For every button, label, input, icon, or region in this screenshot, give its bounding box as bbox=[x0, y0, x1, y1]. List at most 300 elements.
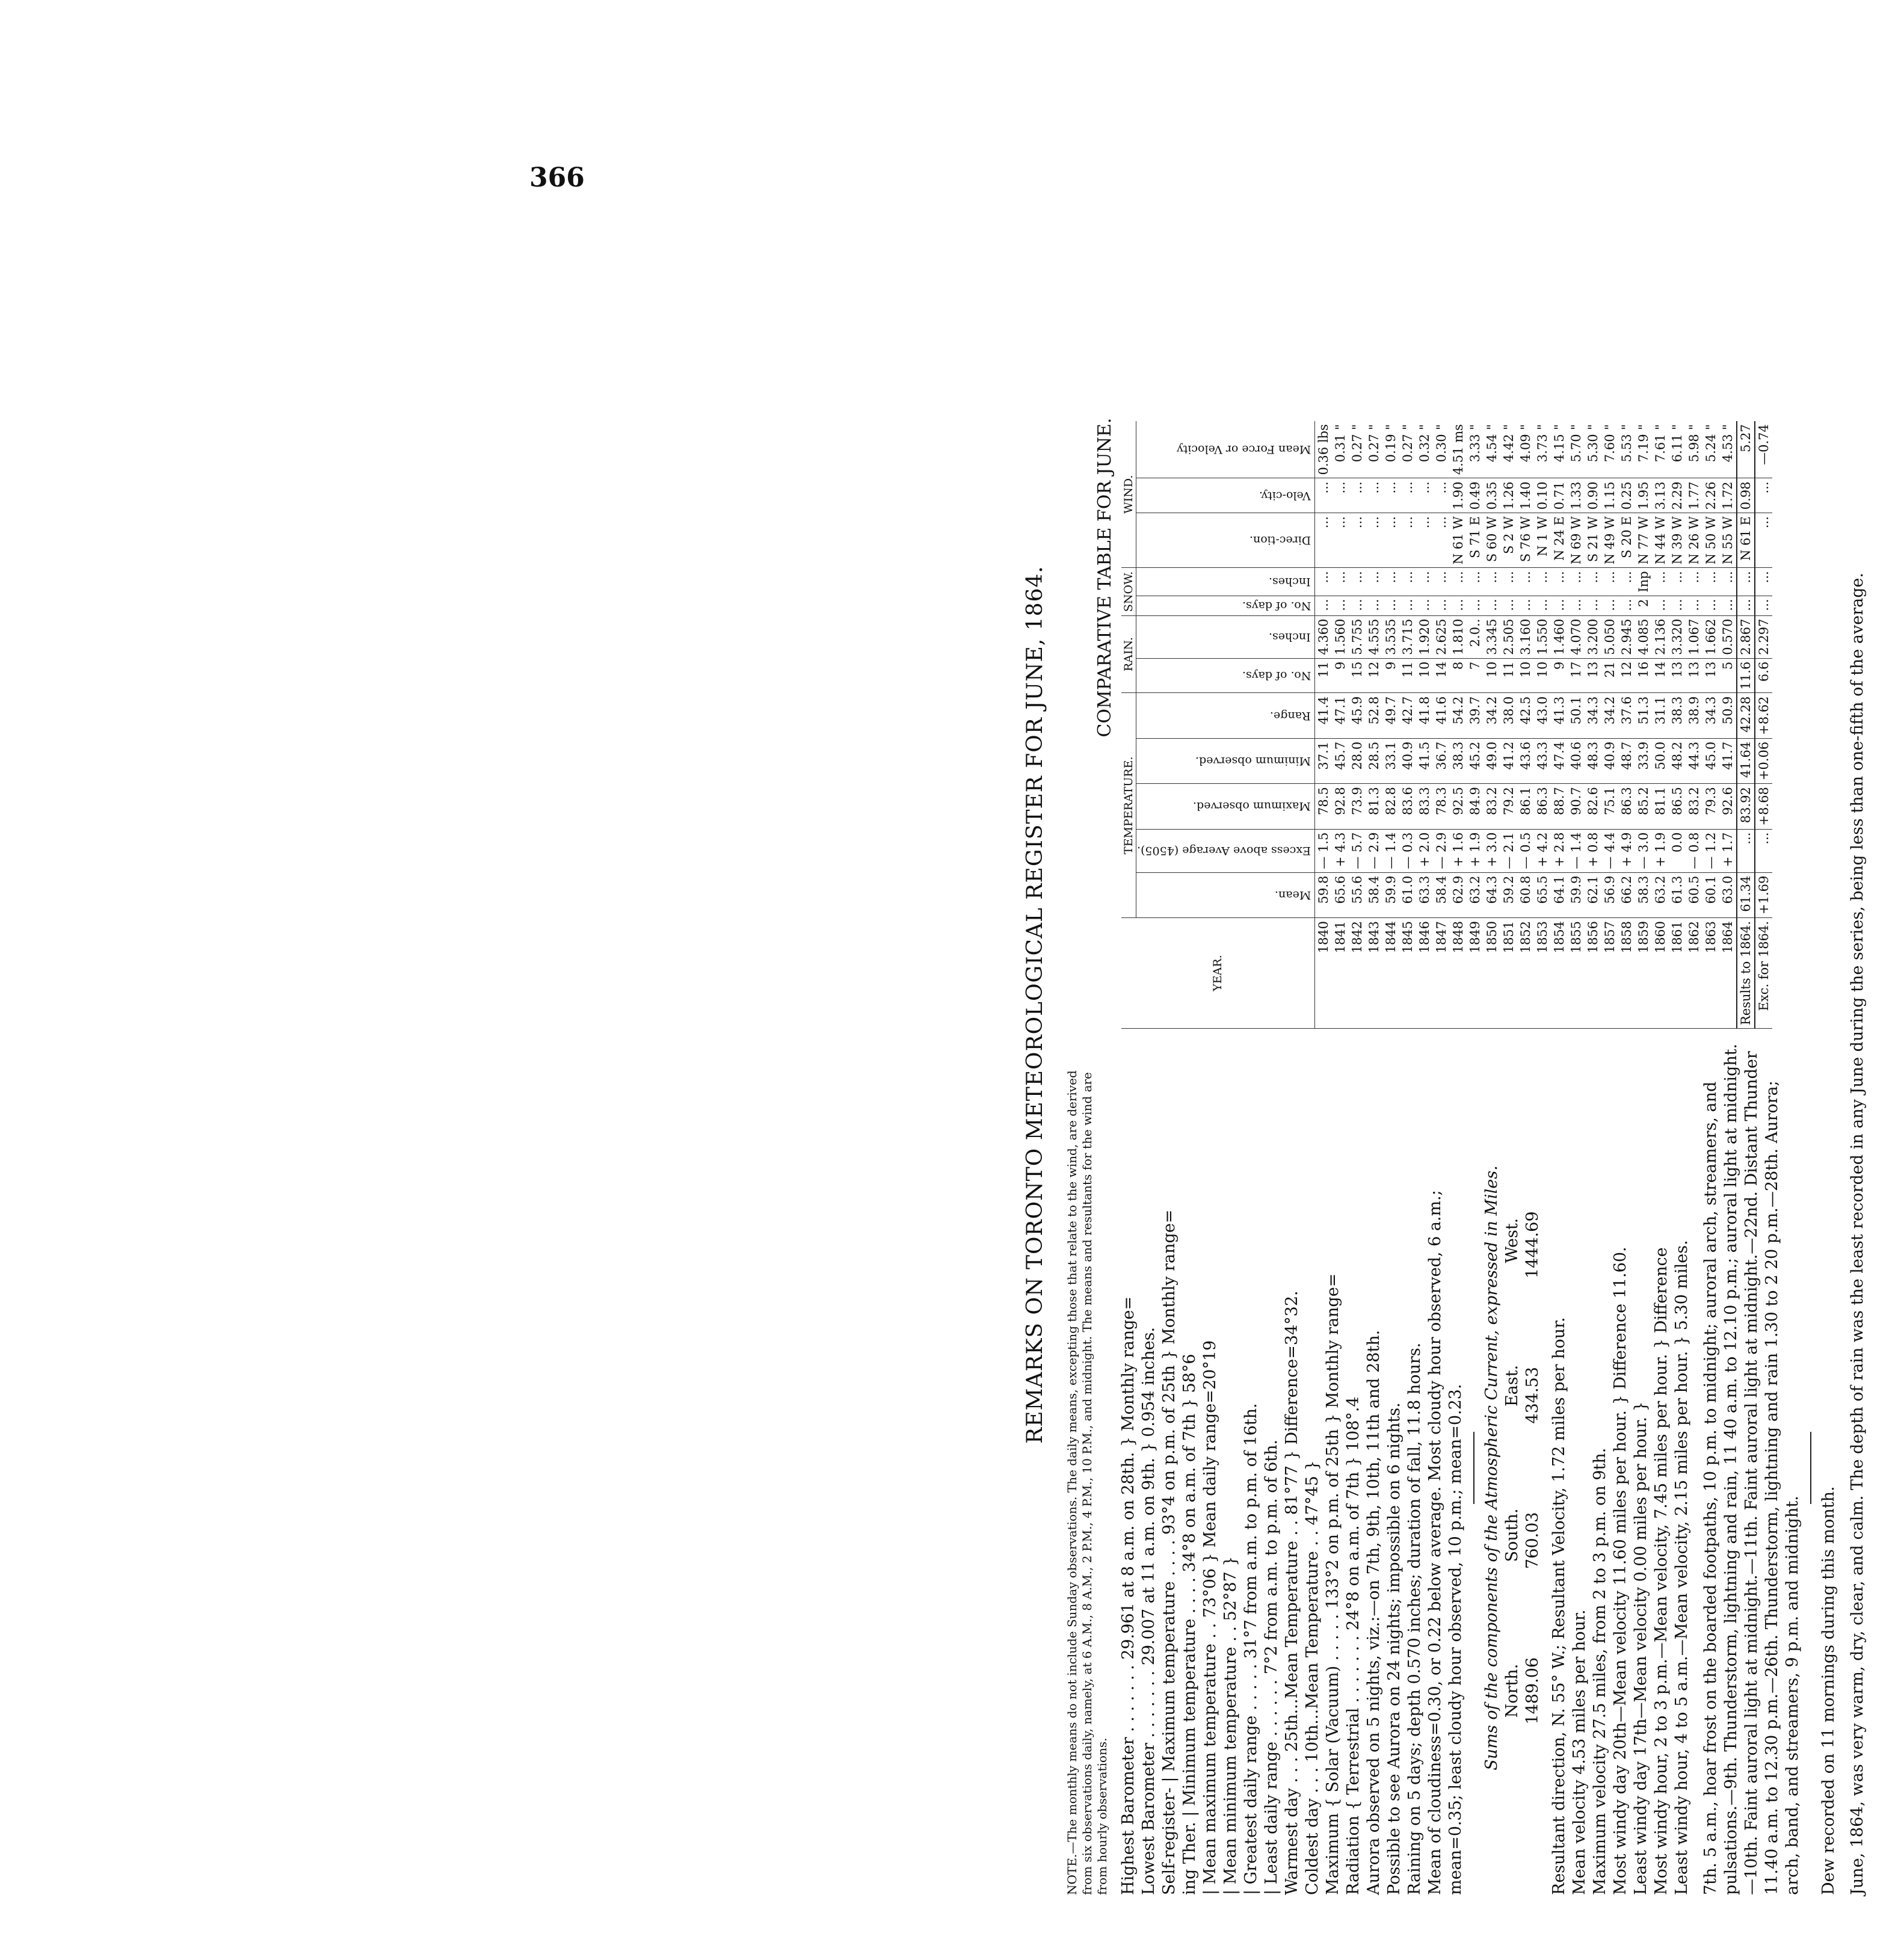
table-cell: 2.867 bbox=[1737, 615, 1755, 658]
table-cell: 1841 bbox=[1332, 917, 1349, 1028]
table-cell: 63.3 bbox=[1416, 872, 1433, 917]
table-cell: 40.9 bbox=[1399, 738, 1416, 783]
table-cell: 92.8 bbox=[1332, 784, 1349, 829]
table-cell: 45.9 bbox=[1349, 693, 1366, 738]
table-cell: 48.2 bbox=[1669, 738, 1686, 783]
table-cell: 1.550 bbox=[1534, 615, 1551, 658]
table-cell: 0.19 " bbox=[1382, 421, 1399, 478]
table-cell: 33.1 bbox=[1382, 738, 1399, 783]
table-cell: 1.15 bbox=[1601, 478, 1618, 513]
table-cell: 1862 bbox=[1686, 917, 1702, 1028]
table-cell: S 60 W bbox=[1484, 513, 1500, 568]
table-cell: ... bbox=[1755, 596, 1772, 615]
table-cell: ... bbox=[1568, 596, 1585, 615]
table-cell: 38.3 bbox=[1669, 693, 1686, 738]
table-cell: 60.5 bbox=[1686, 872, 1702, 917]
table-cell: ... bbox=[1366, 596, 1382, 615]
currents-values bbox=[1523, 1167, 1543, 1769]
table-cell: ... bbox=[1382, 513, 1399, 568]
table-cell: 5.53 " bbox=[1618, 421, 1635, 478]
table-cell: 47.4 bbox=[1551, 738, 1568, 783]
observation-line: Aurora observed on 5 nights, viz.:—on 7th, 9th, 10th, 11th and 28th. bbox=[1364, 1330, 1383, 1895]
table-cell: +0.06 bbox=[1755, 738, 1772, 783]
observation-line: Self-register- | Maximum temperature . . . . 93°4 on p.m. of 25th } Monthly range= bbox=[1160, 1209, 1178, 1895]
table-cell: 49.0 bbox=[1484, 738, 1500, 783]
observation-line: ing Ther. | Minimum temperature . . . . 34°8 on a.m. of 7th } 58°6 bbox=[1180, 1354, 1199, 1895]
wind-line: Resultant direction, N. 55° W.; Resultant Velocity, 1.72 miles per hour. bbox=[1550, 1317, 1568, 1895]
table-row bbox=[1332, 421, 1349, 1028]
table-cell: 40.9 bbox=[1601, 738, 1618, 783]
table-cell: 88.7 bbox=[1551, 784, 1568, 829]
table-cell: + 2.0 bbox=[1416, 829, 1433, 872]
table-cell: 58.4 bbox=[1433, 872, 1450, 917]
table-cell: ... bbox=[1618, 568, 1635, 596]
table-cell: S 76 W bbox=[1517, 513, 1534, 568]
table-cell: ... bbox=[1314, 596, 1332, 615]
table-cell: 44.3 bbox=[1686, 738, 1702, 783]
events-text: 7th. 5 a.m., hoar frost on the boarded footpaths, 10 p.m. to midnight; auroral arch, streamers, and pulsations.—9th. Thunderstorm, lightning and rain, 11 40 a.m. to 12.10 p.m.; auroral light at midnight.—10th. Faint auroral light at midnight.—11th. Faint auroral light at midnight.—22nd. Distant Thunder 11.40 a.m. to 12.30 p.m.—26th. Thunderstorm, lightning and rain 1.30 to 2 20 p.m.—28th. Aurora; arch, band, and streamers, 9 p.m. and midnight. bbox=[1701, 1043, 1802, 1895]
table-cell: 4.09 " bbox=[1517, 421, 1534, 478]
table-cell: + 1.6 bbox=[1450, 829, 1467, 872]
table-cell: N 24 E bbox=[1551, 513, 1568, 568]
table-cell: 1850 bbox=[1484, 917, 1500, 1028]
table-cell: 56.9 bbox=[1601, 872, 1618, 917]
table-cell: 41.5 bbox=[1416, 738, 1433, 783]
table-cell: ... bbox=[1500, 568, 1517, 596]
table-cell: — 2.1 bbox=[1500, 829, 1517, 872]
table-cell: 5.27 bbox=[1737, 421, 1755, 478]
table-cell: 3.345 bbox=[1484, 615, 1500, 658]
table-cell: ... bbox=[1601, 596, 1618, 615]
page-title: REMARKS ON TORONTO METEOROLOGICAL REGISTER FOR JUNE, 1864. bbox=[1023, 566, 1047, 1444]
table-title: COMPARATIVE TABLE FOR JUNE. bbox=[1094, 418, 1115, 738]
table-cell: 41.7 bbox=[1719, 738, 1737, 783]
table-cell: 58.3 bbox=[1635, 872, 1652, 917]
table-cell: ... bbox=[1399, 478, 1416, 513]
table-cell: 1.460 bbox=[1551, 615, 1568, 658]
table-cell: 0.49 bbox=[1467, 478, 1484, 513]
table-cell: ... bbox=[1349, 478, 1366, 513]
table-cell: 11 bbox=[1399, 658, 1416, 693]
table-cell: 10 bbox=[1484, 658, 1500, 693]
table-cell: 83.92 bbox=[1737, 784, 1755, 829]
group-wind: WIND. bbox=[1121, 421, 1136, 568]
table-cell: 50.0 bbox=[1652, 738, 1669, 783]
table-cell: 9 bbox=[1332, 658, 1349, 693]
col-rain-days: No. of days. bbox=[1136, 658, 1315, 693]
col-range: Range. bbox=[1136, 693, 1315, 738]
table-cell: 42.7 bbox=[1399, 693, 1416, 738]
currents-labels bbox=[1502, 1167, 1523, 1769]
table-cell: 55.6 bbox=[1349, 872, 1366, 917]
table-cell: + 3.0 bbox=[1484, 829, 1500, 872]
table-cell: 33.9 bbox=[1635, 738, 1652, 783]
table-cell: ... bbox=[1366, 513, 1382, 568]
table-cell: 3.160 bbox=[1517, 615, 1534, 658]
table-cell: 1.662 bbox=[1702, 615, 1719, 658]
table-cell: ... bbox=[1467, 568, 1484, 596]
table-cell: 2.26 bbox=[1702, 478, 1719, 513]
table-row bbox=[1433, 421, 1450, 1028]
table-cell: 2.625 bbox=[1433, 615, 1450, 658]
table-cell: ... bbox=[1585, 596, 1601, 615]
table-cell: ... bbox=[1416, 478, 1433, 513]
table-cell: + 0.8 bbox=[1585, 829, 1601, 872]
observation-line: | Mean maximum temperature . . 73°06 } Mean daily range=20°19 bbox=[1201, 1340, 1219, 1895]
table-cell: ... bbox=[1382, 596, 1399, 615]
table-row bbox=[1416, 421, 1433, 1028]
table-cell: 64.1 bbox=[1551, 872, 1568, 917]
table-cell: 13 bbox=[1585, 658, 1601, 693]
table-cell: ... bbox=[1669, 568, 1686, 596]
table-cell: 0.27 " bbox=[1399, 421, 1416, 478]
table-cell: ... bbox=[1467, 596, 1484, 615]
observation-line: Possible to see Aurora on 24 nights; impossible on 6 nights. bbox=[1385, 1402, 1403, 1895]
table-cell: Exc. for 1864. bbox=[1755, 917, 1772, 1028]
table-cell: 1.95 bbox=[1635, 478, 1652, 513]
table-cell: ... bbox=[1399, 596, 1416, 615]
table-cell: 11 bbox=[1314, 658, 1332, 693]
table-cell: 1846 bbox=[1416, 917, 1433, 1028]
table-cell: 39.7 bbox=[1467, 693, 1484, 738]
table-cell: 4.085 bbox=[1635, 615, 1652, 658]
table-cell: 1.920 bbox=[1416, 615, 1433, 658]
table-cell: + 4.3 bbox=[1332, 829, 1349, 872]
table-cell: — 1.4 bbox=[1382, 829, 1399, 872]
table-cell: 4.51 ms bbox=[1450, 421, 1467, 478]
table-cell: 2.297 bbox=[1755, 615, 1772, 658]
table-cell: 41.3 bbox=[1551, 693, 1568, 738]
table-cell: 63.0 bbox=[1719, 872, 1737, 917]
table-cell: 11.6 bbox=[1737, 658, 1755, 693]
table-cell: ... bbox=[1737, 568, 1755, 596]
observation-line: Mean of cloudiness=0.30, or 0.22 below average. Most cloudy hour observed, 6 a.m.; bbox=[1426, 1190, 1444, 1895]
wind-line: Most windy hour, 2 to 3 p.m.—Mean velocity, 7.45 miles per hour. } Difference bbox=[1652, 1247, 1671, 1895]
group-snow: SNOW. bbox=[1121, 568, 1136, 615]
table-cell: 81.1 bbox=[1652, 784, 1669, 829]
table-cell: 0.570 bbox=[1719, 615, 1737, 658]
table-cell: — 4.4 bbox=[1601, 829, 1618, 872]
table-cell: 1840 bbox=[1314, 917, 1332, 1028]
dew-line: Dew recorded on 11 mornings during this month. bbox=[1819, 1486, 1838, 1895]
table-cell: 0.36 lbs bbox=[1314, 421, 1332, 478]
table-row bbox=[1618, 421, 1635, 1028]
table-row bbox=[1349, 421, 1366, 1028]
table-cell: ... bbox=[1719, 568, 1737, 596]
table-row bbox=[1635, 421, 1652, 1028]
table-cell: N 39 W bbox=[1669, 513, 1686, 568]
table-cell: 5.30 " bbox=[1585, 421, 1601, 478]
table-cell: ... bbox=[1755, 568, 1772, 596]
table-cell: ... bbox=[1433, 513, 1450, 568]
table-cell: ... bbox=[1433, 478, 1450, 513]
table-cell: 1843 bbox=[1366, 917, 1382, 1028]
table-cell: 1848 bbox=[1450, 917, 1467, 1028]
observation-line: Highest Barometer . . . . . . . 29.961 at 8 a.m. on 28th. } Monthly range= bbox=[1119, 1296, 1138, 1895]
table-cell: 60.8 bbox=[1517, 872, 1534, 917]
table-cell: 0.32 " bbox=[1416, 421, 1433, 478]
table-cell: Inp bbox=[1635, 568, 1652, 596]
observation-line: Warmest day . . . 25th...Mean Temperature . . 81°77 } Difference=34°32. bbox=[1283, 1290, 1301, 1895]
table-cell: 1847 bbox=[1433, 917, 1450, 1028]
currents-heading: Sums of the components of the Atmospheric Current, expressed in Miles. bbox=[1482, 1165, 1501, 1770]
table-cell: ... bbox=[1652, 596, 1669, 615]
table-cell: 3.715 bbox=[1399, 615, 1416, 658]
table-cell: ... bbox=[1314, 513, 1332, 568]
table-cell: 13 bbox=[1669, 658, 1686, 693]
table-cell: 38.9 bbox=[1686, 693, 1702, 738]
table-cell: S 20 E bbox=[1618, 513, 1635, 568]
table-row bbox=[1467, 421, 1484, 1028]
table-cell: 85.2 bbox=[1635, 784, 1652, 829]
table-cell: 48.7 bbox=[1618, 738, 1635, 783]
observation-line: Maximum { Solar (Vacuum) . . . . . 133°2 on p.m. of 25th } Monthly range= bbox=[1323, 1273, 1342, 1895]
table-cell: 4.42 " bbox=[1500, 421, 1517, 478]
table-cell: 4.070 bbox=[1568, 615, 1585, 658]
table-cell: 1842 bbox=[1349, 917, 1366, 1028]
table-cell: ... bbox=[1755, 829, 1772, 872]
table-cell: 1860 bbox=[1652, 917, 1669, 1028]
table-cell: ... bbox=[1534, 568, 1551, 596]
table-cell: 43.3 bbox=[1534, 738, 1551, 783]
table-cell: 49.7 bbox=[1382, 693, 1399, 738]
table-cell: 43.6 bbox=[1517, 738, 1534, 783]
table-cell: 1.72 bbox=[1719, 478, 1737, 513]
table-cell: 2.945 bbox=[1618, 615, 1635, 658]
table-cell: 78.5 bbox=[1314, 784, 1332, 829]
table-cell: 47.1 bbox=[1332, 693, 1349, 738]
table-cell: — 1.5 bbox=[1314, 829, 1332, 872]
table-row bbox=[1382, 421, 1399, 1028]
table-cell: ... bbox=[1399, 513, 1416, 568]
table-cell: ... bbox=[1755, 513, 1772, 568]
table-cell: 38.0 bbox=[1500, 693, 1517, 738]
current-value: 760.03 bbox=[1523, 1512, 1542, 1569]
table-cell: 41.8 bbox=[1416, 693, 1433, 738]
table-cell: — 1.4 bbox=[1568, 829, 1585, 872]
current-label: West. bbox=[1503, 1218, 1521, 1263]
table-cell: 61.3 bbox=[1669, 872, 1686, 917]
table-cell: 83.2 bbox=[1484, 784, 1500, 829]
table-cell: 3.73 " bbox=[1534, 421, 1551, 478]
table-row bbox=[1601, 421, 1618, 1028]
table-cell: 14 bbox=[1652, 658, 1669, 693]
table-cell: 59.9 bbox=[1568, 872, 1585, 917]
table-cell: ... bbox=[1382, 478, 1399, 513]
table-cell: 41.2 bbox=[1500, 738, 1517, 783]
table-cell: 1859 bbox=[1635, 917, 1652, 1028]
note: NOTE.—The monthly means do not include Sunday observations. The daily means, excepting those that relate to the wind, are derived from six observations daily, namely, at 6 A.M., 8 A.M., 2 P.M., 4 P.M., 10 P.M., and midnight. The means and resultants for the wind are from hourly observations. bbox=[1065, 1070, 1109, 1895]
table-cell: 86.5 bbox=[1669, 784, 1686, 829]
table-cell: 83.2 bbox=[1686, 784, 1702, 829]
table-row bbox=[1585, 421, 1601, 1028]
table-row bbox=[1652, 421, 1669, 1028]
table-cell: —0.74 bbox=[1755, 421, 1772, 478]
observation-line: mean=0.35; least cloudy hour observed, 10 p.m.; mean=0.23. bbox=[1446, 1384, 1465, 1895]
table-cell: ... bbox=[1686, 596, 1702, 615]
table-cell: 1853 bbox=[1534, 917, 1551, 1028]
table-cell: N 55 W bbox=[1719, 513, 1737, 568]
table-cell: 73.9 bbox=[1349, 784, 1366, 829]
table-cell: ... bbox=[1568, 568, 1585, 596]
table-cell: 1856 bbox=[1585, 917, 1601, 1028]
table-cell: 2.0.. bbox=[1467, 615, 1484, 658]
col-mean-force: Mean Force or Velocity bbox=[1136, 421, 1315, 478]
table-row bbox=[1366, 421, 1382, 1028]
col-year: YEAR. bbox=[1121, 917, 1314, 1028]
table-cell: 37.1 bbox=[1314, 738, 1332, 783]
table-row bbox=[1534, 421, 1551, 1028]
table-cell: 1.810 bbox=[1450, 615, 1467, 658]
table-cell: 63.2 bbox=[1652, 872, 1669, 917]
table-cell: 62.9 bbox=[1450, 872, 1467, 917]
table-row bbox=[1669, 421, 1686, 1028]
table-cell: 61.34 bbox=[1737, 872, 1755, 917]
table-cell: 0.10 bbox=[1534, 478, 1551, 513]
table-cell: 82.8 bbox=[1382, 784, 1399, 829]
table-cell: 1.77 bbox=[1686, 478, 1702, 513]
table-cell: 63.2 bbox=[1467, 872, 1484, 917]
table-cell: 59.9 bbox=[1382, 872, 1399, 917]
table-cell: + 4.9 bbox=[1618, 829, 1635, 872]
table-cell: 1851 bbox=[1500, 917, 1517, 1028]
wind-line: Mean velocity 4.53 miles per hour. bbox=[1570, 1609, 1589, 1895]
table-cell: 50.1 bbox=[1568, 693, 1585, 738]
table-cell: 0.27 " bbox=[1349, 421, 1366, 478]
table-cell: 4.54 " bbox=[1484, 421, 1500, 478]
col-velocity: Velo-city. bbox=[1136, 478, 1315, 513]
table-cell: 2.505 bbox=[1500, 615, 1517, 658]
table-cell: 92.5 bbox=[1450, 784, 1467, 829]
wind-line: Least windy day 17th—Mean velocity 0.00 miles per hour. } bbox=[1631, 1401, 1650, 1895]
table-cell: 58.4 bbox=[1366, 872, 1382, 917]
table-cell: ... bbox=[1517, 596, 1534, 615]
table-cell: 65.5 bbox=[1534, 872, 1551, 917]
table-cell: 13 bbox=[1702, 658, 1719, 693]
col-snow-days: No. of days. bbox=[1136, 596, 1315, 615]
table-cell: ... bbox=[1585, 568, 1601, 596]
current-value: 434.53 bbox=[1523, 1367, 1542, 1424]
table-cell: 34.2 bbox=[1484, 693, 1500, 738]
table-cell: 3.13 bbox=[1652, 478, 1669, 513]
table-cell: 78.3 bbox=[1433, 784, 1450, 829]
col-direction: Direc-tion. bbox=[1136, 513, 1315, 568]
table-cell: 0.25 bbox=[1618, 478, 1635, 513]
table-cell: 2 bbox=[1635, 596, 1652, 615]
table-cell: 83.3 bbox=[1416, 784, 1433, 829]
table-cell: 54.2 bbox=[1450, 693, 1467, 738]
table-row bbox=[1500, 421, 1517, 1028]
table-cell: 1.560 bbox=[1332, 615, 1349, 658]
table-cell: 0.0 bbox=[1669, 829, 1686, 872]
observation-line: Raining on 5 days; depth 0.570 inches; duration of fall, 11.8 hours. bbox=[1405, 1342, 1424, 1895]
table-cell: ... bbox=[1382, 568, 1399, 596]
table-cell: 6.11 " bbox=[1669, 421, 1686, 478]
table-cell: 5 bbox=[1719, 658, 1737, 693]
table-cell: ... bbox=[1399, 568, 1416, 596]
table-cell: 4.15 " bbox=[1551, 421, 1568, 478]
table-cell: 1.40 bbox=[1517, 478, 1534, 513]
table-cell: N 1 W bbox=[1534, 513, 1551, 568]
summary-text: June, 1864, was very warm, dry, clear, and calm. The depth of rain was the least recorded in any June during the series, being less than one-fifth of the average. bbox=[1848, 572, 1867, 1895]
excess-row bbox=[1755, 421, 1772, 1028]
table-cell: ... bbox=[1652, 568, 1669, 596]
table-cell: ... bbox=[1551, 568, 1568, 596]
table-cell: 1858 bbox=[1618, 917, 1635, 1028]
table-cell: ... bbox=[1332, 596, 1349, 615]
table-cell: 11 bbox=[1500, 658, 1517, 693]
table-cell: — 5.7 bbox=[1349, 829, 1366, 872]
table-cell: ... bbox=[1314, 478, 1332, 513]
table-cell: 0.30 " bbox=[1433, 421, 1450, 478]
comparative-table bbox=[1121, 421, 1772, 1029]
table-body bbox=[1314, 421, 1772, 1028]
table-cell: 6.6 bbox=[1755, 658, 1772, 693]
table-cell: 45.0 bbox=[1702, 738, 1719, 783]
table-row bbox=[1568, 421, 1585, 1028]
table-cell: 92.6 bbox=[1719, 784, 1737, 829]
table-cell: ... bbox=[1551, 596, 1568, 615]
table-cell: 1849 bbox=[1467, 917, 1484, 1028]
table-cell: N 44 W bbox=[1652, 513, 1669, 568]
col-min: Minimum observed. bbox=[1136, 738, 1315, 783]
table-cell: ... bbox=[1702, 568, 1719, 596]
wind-line: Least windy hour, 4 to 5 a.m.—Mean velocity, 2.15 miles per hour. } 5.30 miles. bbox=[1672, 1240, 1691, 1895]
table-cell: N 26 W bbox=[1686, 513, 1702, 568]
table-cell: 65.6 bbox=[1332, 872, 1349, 917]
table-cell: 21 bbox=[1601, 658, 1618, 693]
table-cell: ... bbox=[1601, 568, 1618, 596]
table-cell: Results to 1864. bbox=[1737, 917, 1755, 1028]
table-cell: 43.0 bbox=[1534, 693, 1551, 738]
table-cell: 1863 bbox=[1702, 917, 1719, 1028]
table-row bbox=[1517, 421, 1534, 1028]
table-cell: ... bbox=[1416, 513, 1433, 568]
table-cell: ... bbox=[1737, 596, 1755, 615]
table-cell: N 50 W bbox=[1702, 513, 1719, 568]
wind-line: Most windy day 20th—Mean velocity 11.60 miles per hour. } Difference 11.60. bbox=[1611, 1247, 1630, 1895]
table-cell: 7.60 " bbox=[1601, 421, 1618, 478]
observation-line: | Least daily range . . . . . . 7°2 from a.m. to p.m. of 6th. bbox=[1262, 1439, 1281, 1895]
table-cell: 45.7 bbox=[1332, 738, 1349, 783]
observation-line: Lowest Barometer . . . . . . . 29.007 at 11 a.m. on 9th. } 0.954 inches. bbox=[1139, 1327, 1158, 1895]
table-cell: N 61 E bbox=[1737, 513, 1755, 568]
table-row bbox=[1702, 421, 1719, 1028]
table-cell: 1854 bbox=[1551, 917, 1568, 1028]
table-cell: 4.555 bbox=[1366, 615, 1382, 658]
table-cell: 1857 bbox=[1601, 917, 1618, 1028]
table-row bbox=[1314, 421, 1332, 1028]
table-cell: N 61 W bbox=[1450, 513, 1467, 568]
table-cell: ... bbox=[1702, 596, 1719, 615]
table-cell: +8.62 bbox=[1755, 693, 1772, 738]
table-cell: 51.3 bbox=[1635, 693, 1652, 738]
table-cell: ... bbox=[1314, 568, 1332, 596]
wind-line: Maximum velocity 27.5 miles, from 2 to 3 p.m. on 9th. bbox=[1591, 1447, 1609, 1895]
table-cell: 79.2 bbox=[1500, 784, 1517, 829]
observations-list bbox=[1118, 1041, 1466, 1895]
table-cell: 1855 bbox=[1568, 917, 1585, 1028]
table-cell: 59.2 bbox=[1500, 872, 1517, 917]
table-cell: 41.64 bbox=[1737, 738, 1755, 783]
wind-summary bbox=[1549, 1041, 1692, 1895]
table-row bbox=[1686, 421, 1702, 1028]
table-cell: 3.33 " bbox=[1467, 421, 1484, 478]
table-cell: — 0.3 bbox=[1399, 829, 1416, 872]
current-value: 1489.06 bbox=[1523, 1657, 1542, 1725]
table-cell: ... bbox=[1500, 596, 1517, 615]
table-cell: 50.9 bbox=[1719, 693, 1737, 738]
